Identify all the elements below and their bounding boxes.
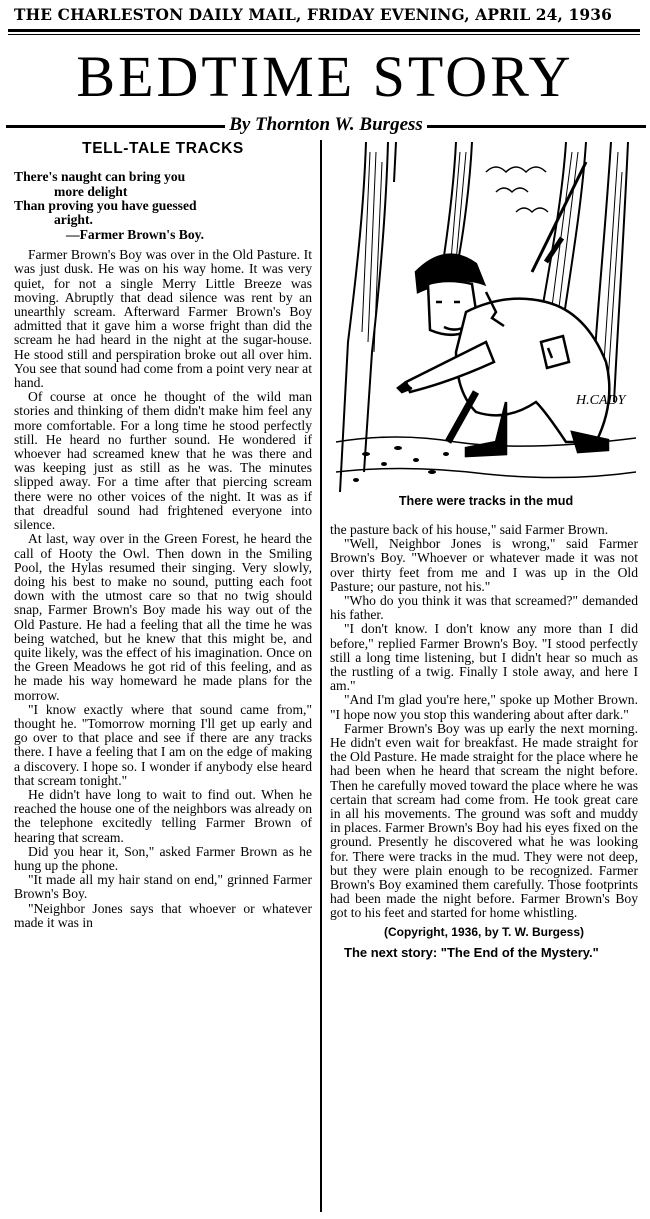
story-paragraph: Farmer Brown's Boy was over in the Old Pasture. It was just dusk. He was on his way home. It was very quiet, for not a single Merry Little Breeze was moving. Abruptly that dead silence was rent by an unearthly scream. Afterward Farmer Brown's Boy admitted that it gave him a worse fright than did the scream he had heard in the night at the sugar-house. He stood still and perspiration broke out all over him. You see that sound had come from a point very near at hand.	[14, 247, 312, 391]
story-paragraph: At last, way over in the Green Forest, he heard the call of Hooty the Owl. Then down in the Smiling Pool, the Hylas resumed their singing. Very slowly, doing his best to make no sound, putting each foot down with the utmost care so that no twig should snap, Farmer Brown's Boy made his way out of the Old Pasture. He had a feeling that all the time he was being watched, but he knew that this might be, and quite likely, was the effect of his imagination. Once on the Green Meadows he got rid of this feeling, and as he made his way homeward he made plans for the morrow.	[14, 531, 312, 703]
story-paragraph: Of course at once he thought of the wild man stories and thinking of them didn't make him feel any more comfortable. For a long time he stood perfectly still. He heard no further sound. He wondered if whoever had screamed knew that he was there and was keeping just as still as he was. The minutes slipped away. For a time after that piercing scream there were no other voices of the night. It was as if that dreadful sound had frightened everyone into silence.	[14, 389, 312, 533]
story-heading: TELL-TALE TRACKS	[82, 140, 244, 157]
verse-attribution: —Farmer Brown's Boy.	[66, 226, 205, 242]
story-paragraph: "Well, Neighbor Jones is wrong," said Farmer Brown's Boy. "Whoever or whatever made it was not over thirty feet from me and I was up in the Old Pasture; our pasture, not his."	[330, 536, 638, 594]
story-paragraph: "I don't know. I don't know any more than I did before," replied Farmer Brown's Boy. "I stood perfectly still a long time listening, but I didn't hear so much as the rustling of a twig. Finally I stole away, and here I am."	[330, 621, 638, 694]
story-paragraph: "And I'm glad you're here," spoke up Mother Brown. "I hope now you stop this wandering about after dark."	[330, 692, 638, 722]
story-paragraph: He didn't have long to wait to find out. When he reached the house one of the neighbors was already on the telephone excitedly telling Farmer Brown of hearing that scream.	[14, 786, 312, 845]
right-column	[330, 523, 638, 1213]
story-paragraph: "It made all my hair stand on end," grinned Farmer Brown's Boy.	[14, 872, 312, 902]
copyright-notice: (Copyright, 1936, by T. W. Burgess)	[383, 924, 585, 939]
story-paragraph: "Neighbor Jones says that whoever or whatever made it was in	[14, 900, 312, 930]
next-story: The next story: "The End of the Mystery."	[344, 944, 599, 960]
masthead: THE CHARLESTON DAILY MAIL, FRIDAY EVENING, APRIL 24, 1936	[14, 6, 612, 24]
story-illustration	[336, 142, 636, 492]
byline	[6, 114, 646, 136]
verse-line: more delight	[54, 183, 128, 199]
byline-bar	[6, 114, 646, 136]
column-divider	[320, 140, 322, 1212]
masthead-rule	[8, 29, 640, 32]
story-paragraph: the pasture back of his house," said Farmer Brown.	[330, 523, 609, 537]
illustration-signature: H.CADY	[576, 393, 626, 408]
verse-line: There's naught can bring you	[14, 169, 186, 185]
byline-text: By Thornton W. Burgess	[225, 114, 427, 135]
story-paragraph: Farmer Brown's Boy was up early the next morning. He didn't even wait for breakfast. He made straight for the Old Pasture. He made straight for the place where he had been when he heard that scream the night before. Then he carefully moved toward the place where he was certain that scream had come from. He took great care in all his movements. The ground was soft and muddy in places. Farmer Brown's Boy had his eyes fixed on the ground. Presently he discovered what he was looking for. There were tracks in the mud. They were not deep, but they were plain enough to be recognized. Farmer Brown's Boy examined them carefully. Those footprints had been made the night before. Farmer Brown's Boy got to his feet and started for home whistling.	[330, 720, 638, 921]
page-title: BEDTIME STORY	[76, 44, 574, 109]
illustration-caption: There were tracks in the mud	[398, 494, 574, 508]
verse	[14, 170, 312, 242]
story-paragraph: "Who do you think it was that screamed?" demanded his father.	[330, 593, 638, 623]
verse-line: Than proving you have guessed	[14, 198, 197, 214]
story-paragraph: "I know exactly where that sound came from," thought he. "Tomorrow morning I'll get up early and go over to that place and see if there are any tracks there. I have a feeling that I am on the edge of making a discovery. I hope so. I wonder if anybody else heard that scream tonight."	[14, 701, 312, 788]
story-paragraph: Did you hear it, Son," asked Farmer Brown as he hung up the phone.	[14, 843, 312, 873]
left-column	[14, 140, 312, 1216]
verse-line: aright.	[54, 212, 93, 228]
masthead-rule-thin	[8, 34, 640, 35]
